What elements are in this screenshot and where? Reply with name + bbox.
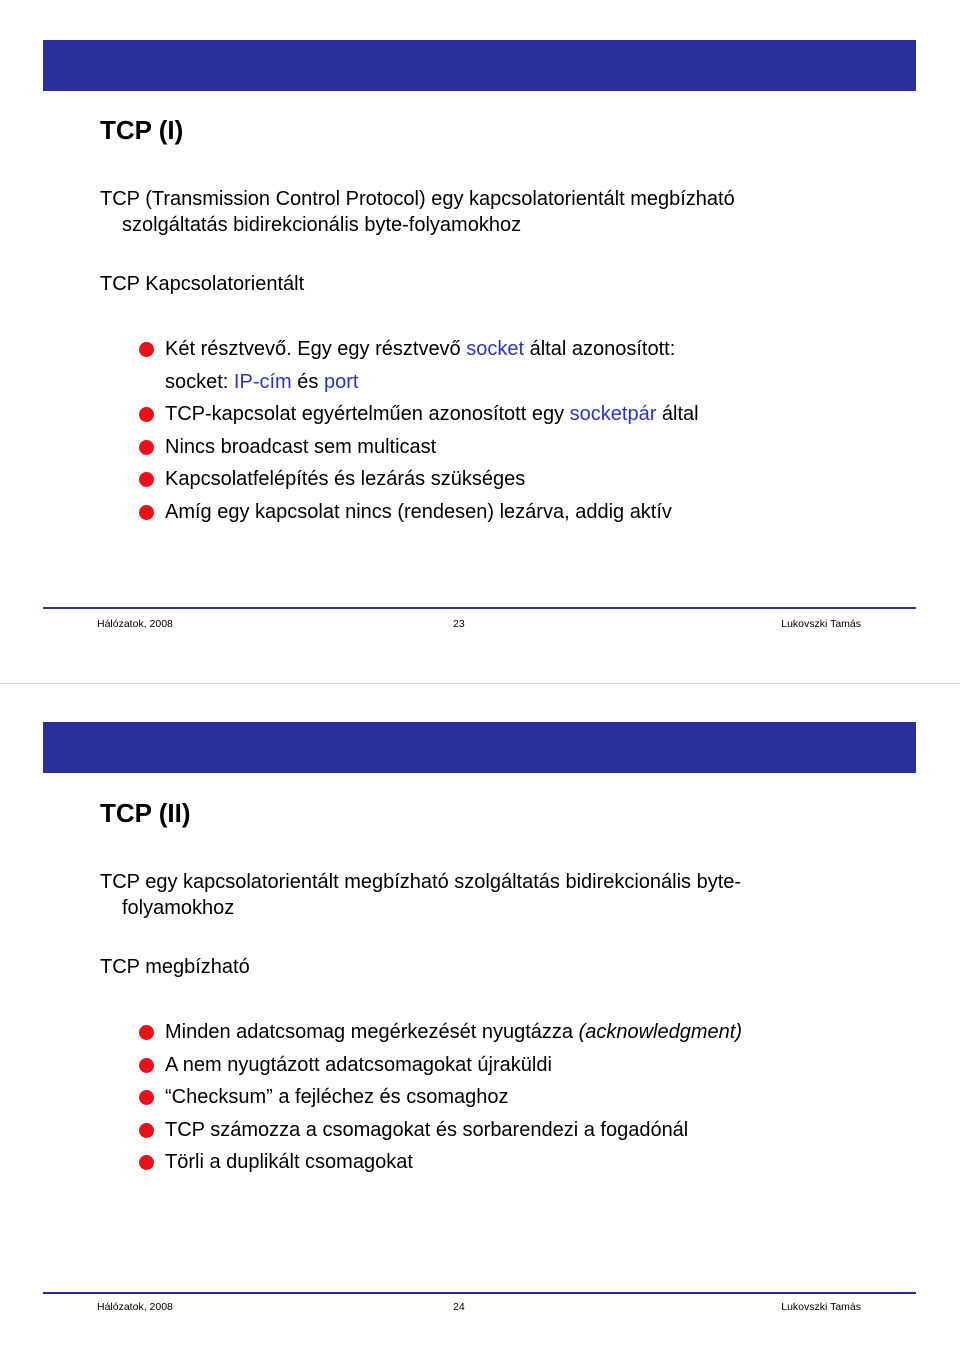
- footer-page-number: 23: [453, 618, 465, 630]
- intro-line: szolgáltatás bidirekcionális byte-folyamokhoz: [122, 214, 522, 236]
- list-item: Törli a duplikált csomagokat: [137, 1146, 742, 1179]
- list-item: Minden adatcsomag megérkezését nyugtázza (acknowledgment): [137, 1016, 742, 1049]
- bullet-list: [137, 333, 699, 528]
- footer-author: Lukovszki Tamás: [781, 1301, 861, 1313]
- highlight-term: port: [323, 370, 359, 393]
- list-item-continuation: socket: IP-cím és port: [165, 370, 359, 393]
- bullet-dot-icon: [139, 1058, 154, 1073]
- highlight-term: IP-cím: [233, 370, 292, 393]
- italic-term: (acknowledgment): [578, 1021, 742, 1043]
- list-item: “Checksum” a fejléchez és csomaghoz: [137, 1081, 742, 1114]
- slide-2: [0, 684, 960, 1367]
- intro-line: folyamokhoz: [122, 897, 235, 919]
- footer-course: Hálózatok, 2008: [97, 1301, 173, 1313]
- list-item: TCP-kapcsolat egyértelműen azonosított egy socketpár által: [137, 398, 699, 431]
- highlight-term: socketpár: [569, 403, 657, 425]
- intro-line: TCP (Transmission Control Protocol) egy kapcsolatorientált megbízható: [100, 188, 735, 210]
- bullet-dot-icon: [139, 1123, 154, 1138]
- bullet-dot-icon: [139, 505, 154, 520]
- bullet-dot-icon: [139, 342, 154, 357]
- header-bar: [43, 722, 916, 773]
- footer-course: Hálózatok, 2008: [97, 618, 173, 630]
- intro-paragraph: [100, 186, 840, 238]
- bullet-dot-icon: [139, 1155, 154, 1170]
- slide-title: TCP (II): [100, 798, 191, 828]
- bullet-dot-icon: [139, 1025, 154, 1040]
- intro-paragraph: [100, 869, 840, 921]
- section-heading: TCP Kapcsolatorientált: [100, 273, 305, 295]
- slide-1: [0, 0, 960, 683]
- intro-line: TCP egy kapcsolatorientált megbízható szolgáltatás bidirekcionális byte-: [100, 871, 742, 893]
- list-item: A nem nyugtázott adatcsomagokat újraküldi: [137, 1049, 742, 1082]
- footer-rule: [43, 1292, 916, 1294]
- header-bar: [43, 40, 916, 91]
- list-item: Két résztvevő. Egy egy résztvevő socket által azonosított:: [137, 333, 699, 366]
- list-item: Nincs broadcast sem multicast: [137, 431, 699, 464]
- footer-rule: [43, 607, 916, 609]
- list-item: Kapcsolatfelépítés és lezárás szükséges: [137, 463, 699, 496]
- bullet-dot-icon: [139, 472, 154, 487]
- footer-author: Lukovszki Tamás: [781, 618, 861, 630]
- list-item: Amíg egy kapcsolat nincs (rendesen) lezárva, addig aktív: [137, 496, 699, 529]
- section-heading: TCP megbízható: [100, 956, 250, 978]
- bullet-dot-icon: [139, 407, 154, 422]
- bullet-dot-icon: [139, 440, 154, 455]
- slide-title: TCP (I): [100, 115, 184, 145]
- bullet-dot-icon: [139, 1090, 154, 1105]
- footer-page-number: 24: [453, 1301, 465, 1313]
- list-item: TCP számozza a csomagokat és sorbarendezi a fogadónál: [137, 1114, 742, 1147]
- highlight-term: socket: [466, 338, 525, 360]
- bullet-list: [137, 1016, 742, 1179]
